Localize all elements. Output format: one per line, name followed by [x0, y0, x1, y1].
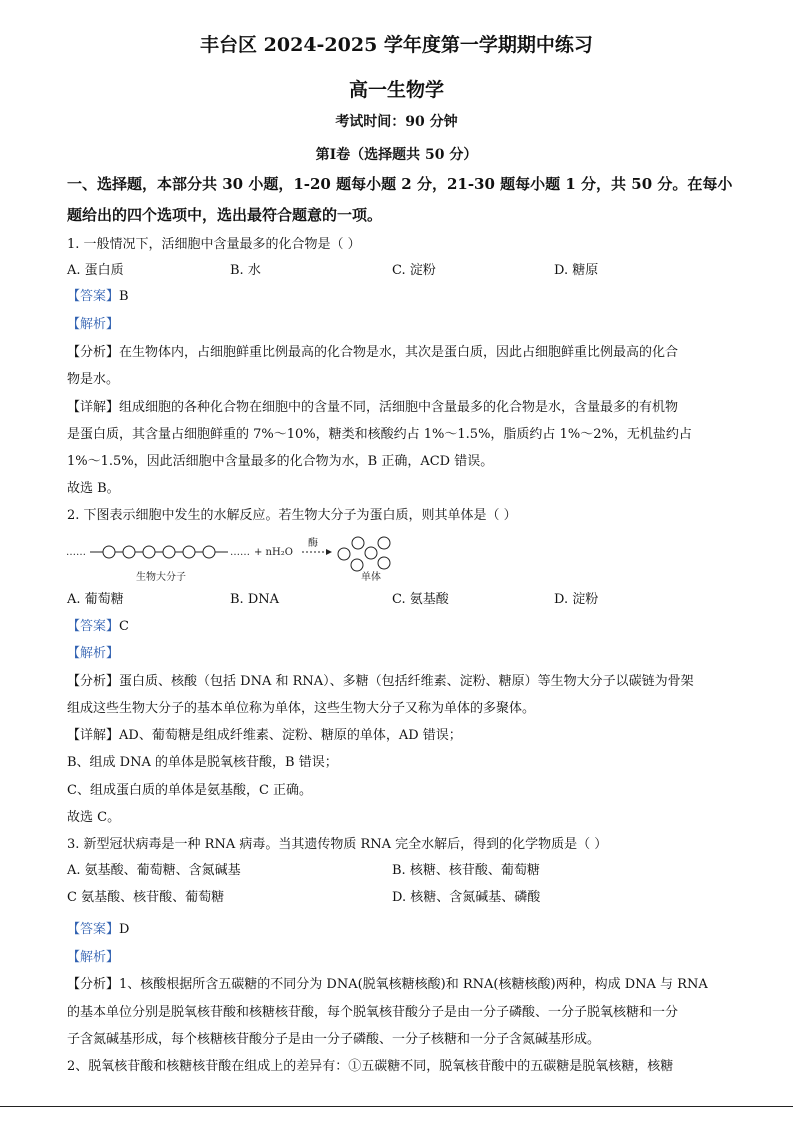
monomer-circle	[103, 546, 115, 558]
volume-heading: 第Ⅰ卷（选择题共 50 分）	[315, 147, 478, 163]
fenxi-tag: 【分析】	[67, 977, 120, 992]
q1-xiangjie-line2: 是蛋白质，其含量占细胞鲜重的 7%～10%，糖类和核酸约占 1%～1.5%，脂质约占 1%～2%，无机盐约占	[67, 427, 692, 442]
q2-fenxi-line2: 组成这些生物大分子的基本单位称为单体，这些生物大分子又称为单体的多聚体。	[67, 701, 536, 716]
subject-title: 高一生物学	[348, 79, 444, 101]
q2-conclusion: 故选 C。	[67, 810, 121, 825]
monomer-circle	[143, 546, 155, 558]
q1-xiangjie-text: 组成细胞的各种化合物在细胞中的含量不同，活细胞中含量最多的化合物是水，含量最多的有机物	[119, 400, 679, 415]
q1-answer	[67, 289, 747, 305]
diagram-right-dots: ……	[230, 547, 250, 558]
q2-option-c: C. 氨基酸	[392, 592, 449, 607]
q2-xiangjie-line2: B、组成 DNA 的单体是脱氧核苷酸，B 错误；	[67, 755, 338, 770]
q3-option-a: A. 氨基酸、葡萄糖、含氮碱基	[67, 863, 241, 878]
q2-fenxi-line1	[67, 674, 747, 690]
q3-option-b: B. 核糖、核苷酸、葡萄糖	[392, 863, 540, 878]
xiangjie-tag: 【详解】	[67, 400, 120, 415]
free-monomer	[351, 559, 363, 571]
answer-tag: 【答案】	[67, 289, 120, 304]
answer-tag: 【答案】	[67, 619, 120, 634]
monomer-circle	[163, 546, 175, 558]
q3-answer-value: D	[119, 922, 130, 937]
q1-fenxi-text: 在生物体内，占细胞鲜重比例最高的化合物是水，其次是蛋白质，因此占细胞鲜重比例最高的化合	[119, 345, 679, 360]
enzyme-label: 酶	[308, 538, 318, 549]
q1-fenxi-line2: 物是水。	[67, 372, 120, 387]
section-instruction-line2: 题给出的四个选项中，选出最符合题意的一项。	[67, 206, 383, 224]
q2-answer-value: C	[119, 619, 129, 634]
free-monomer	[365, 547, 377, 559]
q3-option-d: D. 核糖、含氮碱基、磷酸	[392, 890, 541, 905]
section-instruction-line1: 一、选择题，本部分共 30 小题，1-20 题每小题 2 分，21-30 题每小题 1 分，共 50 分。在每小	[67, 175, 733, 193]
analysis-tag: 【解析】	[67, 950, 120, 965]
q1-stem: 1. 一般情况下，活细胞中含量最多的化合物是（ ）	[67, 237, 361, 252]
macromolecule-label: 生物大分子	[136, 572, 186, 583]
arrow-head	[326, 549, 332, 555]
xiangjie-tag: 【详解】	[67, 728, 120, 743]
q2-answer	[67, 619, 747, 635]
free-monomer	[352, 537, 364, 549]
q3-fenxi-text: 1、核酸根据所含五碳糖的不同分为 DNA(脱氧核糖核酸)和 RNA(核糖核酸)两种，构成 DNA 与 RNA	[119, 977, 708, 992]
q1-option-b: B. 水	[230, 263, 261, 278]
fenxi-tag: 【分析】	[67, 674, 120, 689]
q2-xiangjie-line1	[67, 728, 747, 744]
q2-option-a: A. 葡萄糖	[67, 592, 124, 607]
q3-fenxi-line4: 2、脱氧核苷酸和核糖核苷酸在组成上的差异有：①五碳糖不同，脱氧核苷酸中的五碳糖是脱氧核糖，核糖	[67, 1059, 674, 1074]
q1-answer-value: B	[119, 289, 129, 304]
exam-title: 丰台区 2024-2025 学年度第一学期期中练习	[200, 34, 593, 56]
free-monomer	[338, 548, 350, 560]
q3-analysis-heading	[67, 950, 747, 966]
q3-fenxi-line2: 的基本单位分别是脱氧核苷酸和核糖核苷酸，每个脱氧核苷酸分子是由一分子磷酸、一分子脱氧核糖和一分	[67, 1005, 679, 1020]
q1-conclusion: 故选 B。	[67, 481, 120, 496]
monomer-circle	[123, 546, 135, 558]
water-label: + nH₂O	[254, 547, 293, 558]
q3-stem: 3. 新型冠状病毒是一种 RNA 病毒。当其遗传物质 RNA 完全水解后，得到的化学物质是（ ）	[67, 837, 608, 852]
q1-option-d: D. 糖原	[554, 263, 599, 278]
q1-xiangjie-line1	[67, 400, 747, 416]
free-monomer	[378, 557, 390, 569]
q2-fenxi-text: 蛋白质、核酸（包括 DNA 和 RNA）、多糖（包括纤维素、淀粉、糖原）等生物大分子以碳链为骨架	[119, 674, 694, 689]
monomer-circle	[183, 546, 195, 558]
fenxi-tag: 【分析】	[67, 345, 120, 360]
q1-fenxi-line1	[67, 345, 747, 361]
q2-stem: 2. 下图表示细胞中发生的水解反应。若生物大分子为蛋白质，则其单体是（ ）	[67, 508, 517, 523]
exam-time: 考试时间：90 分钟	[335, 114, 458, 130]
q2-xiangjie-text: AD、葡萄糖是组成纤维素、淀粉、糖原的单体，AD 错误；	[119, 728, 462, 743]
q2-xiangjie-line3: C、组成蛋白质的单体是氨基酸，C 正确。	[67, 783, 313, 798]
diagram-left-dots: ……	[66, 547, 86, 558]
q2-option-d: D. 淀粉	[554, 592, 599, 607]
q2-option-b: B. DNA	[230, 592, 280, 607]
q3-fenxi-line1	[67, 977, 747, 993]
page-bottom-divider	[0, 1106, 793, 1107]
free-monomer	[378, 537, 390, 549]
answer-tag: 【答案】	[67, 922, 120, 937]
q2-analysis-heading	[67, 646, 747, 662]
q1-xiangjie-line3: 1%～1.5%，因此活细胞中含量最多的化合物为水，B 正确，ACD 错误。	[67, 454, 494, 469]
q1-analysis-heading	[67, 317, 747, 333]
q3-answer	[67, 922, 747, 938]
q1-option-c: C. 淀粉	[392, 263, 436, 278]
analysis-tag: 【解析】	[67, 646, 120, 661]
q3-fenxi-line3: 子含氮碱基形成，每个核糖核苷酸分子是由一分子磷酸、一分子核糖和一分子含氮碱基形成。	[67, 1032, 601, 1047]
monomer-circle	[203, 546, 215, 558]
q3-option-c: C 氨基酸、核苷酸、葡萄糖	[67, 890, 225, 905]
hydrolysis-diagram	[64, 534, 404, 586]
analysis-tag: 【解析】	[67, 317, 120, 332]
monomer-label: 单体	[361, 572, 381, 583]
q1-option-a: A. 蛋白质	[67, 263, 124, 278]
